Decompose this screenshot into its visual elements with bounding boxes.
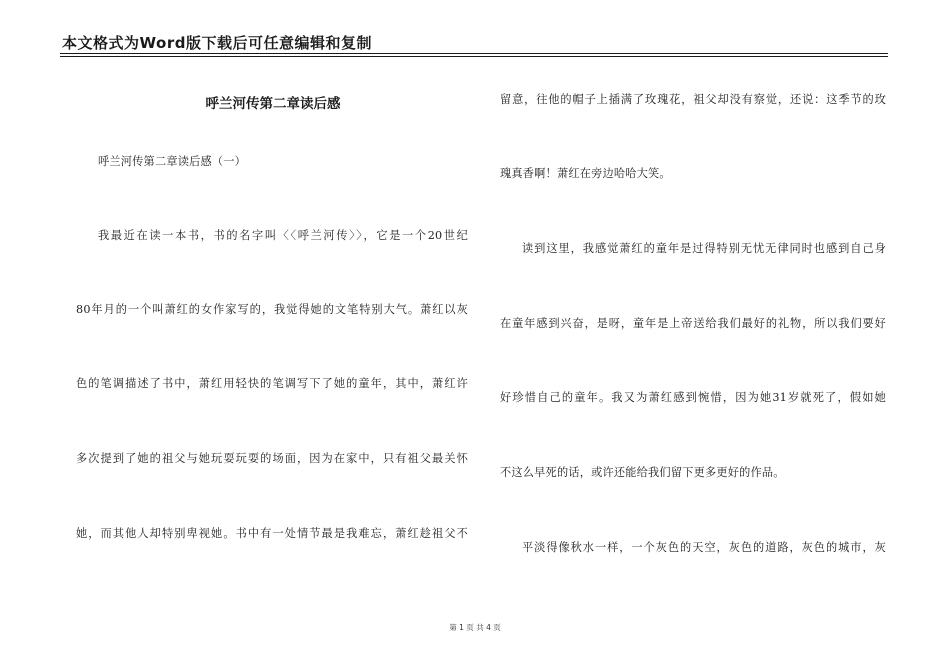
paragraph-heading: 呼兰河传第二章读后感（一） xyxy=(98,155,247,168)
text-line: 我最近在读一本书，书的名字叫〈〈呼兰河传〉〉，它是一个20世纪 xyxy=(98,229,468,242)
text-line: 留意，往他的帽子上插满了玫瑰花，祖父却没有察觉，还说：这季节的玫 xyxy=(500,93,886,106)
text-line: 多次提到了她的祖父与她玩耍玩耍的场面，因为在家中，只有祖父最关怀 xyxy=(76,452,468,465)
text-line: 好珍惜自己的童年。我又为萧红感到惋惜，因为她31岁就死了，假如她 xyxy=(500,391,886,404)
header-rule-secondary xyxy=(60,56,888,57)
text-line: 瑰真香啊！萧红在旁边哈哈大笑。 xyxy=(500,167,671,180)
text-line: 80年月的一个叫萧红的女作家写的，我觉得她的文笔特别大气。萧红以灰 xyxy=(76,303,468,316)
page-header: 本文格式为Word版下载后可任意编辑和复制 xyxy=(62,34,372,52)
text-line: 她，而其他人却特别卑视她。书中有一处情节最是我难忘，萧红趁祖父不 xyxy=(76,527,468,540)
text-line: 不这么早死的话，或许还能给我们留下更多更好的作品。 xyxy=(500,466,785,479)
document-title: 呼兰河传第二章读后感 xyxy=(205,96,341,112)
text-line: 色的笔调描述了书中，萧红用轻快的笔调写下了她的童年，其中，萧红许 xyxy=(76,377,468,390)
text-line: 在童年感到兴奋，是呀，童年是上帝送给我们最好的礼物，所以我们要好 xyxy=(500,317,886,330)
text-line: 读到这里，我感觉萧红的童年是过得特别无忧无律同时也感到自己身 xyxy=(522,242,886,255)
page-number: 第 1 页 共 4 页 xyxy=(449,623,501,632)
text-line: 平淡得像秋水一样，一个灰色的天空，灰色的道路，灰色的城市，灰 xyxy=(522,541,886,554)
header-rule xyxy=(60,53,888,54)
